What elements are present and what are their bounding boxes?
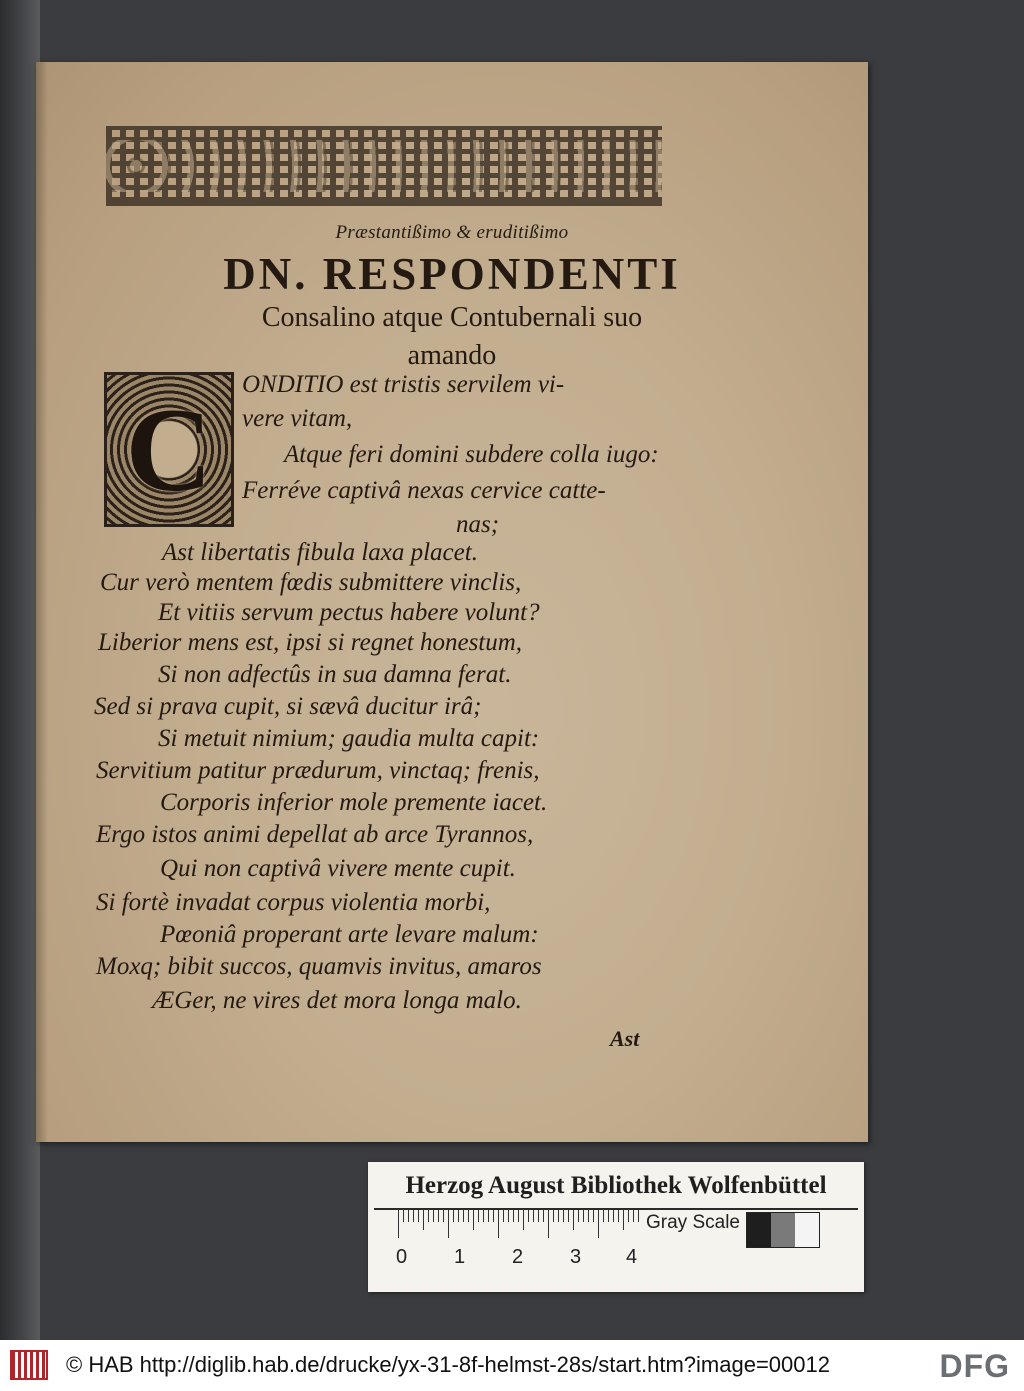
ruler-tick — [398, 1210, 399, 1238]
ruler-tick — [618, 1210, 619, 1222]
footer-url[interactable]: © HAB http://diglib.hab.de/drucke/yx-31-8f-helmst-28s/start.htm?image=00012 — [66, 1352, 830, 1377]
dfg-logo: DFG — [939, 1348, 1010, 1384]
poem-line: Corporis inferior mole premente iacet. — [160, 789, 548, 816]
ruler-tick — [448, 1210, 449, 1238]
poem-line: Et vitiis servum pectus habere volunt? — [158, 599, 540, 626]
poem-line: Ast libertatis fibula laxa placet. — [162, 539, 478, 566]
poem-line: Pœoniâ properant arte levare malum: — [160, 921, 539, 948]
ruler-number: 3 — [570, 1246, 582, 1268]
ruler-tick — [598, 1210, 599, 1238]
ruler-tick — [463, 1210, 464, 1222]
swatch-white — [795, 1213, 819, 1247]
decorated-initial — [104, 372, 234, 527]
ruler-tick — [473, 1210, 474, 1230]
poem-line: ONDITIO est tristis servilem vi- — [242, 371, 565, 398]
ruler-tick — [528, 1210, 529, 1222]
ruler-tick — [588, 1210, 589, 1222]
ruler-tick — [533, 1210, 534, 1222]
ruler-tick — [553, 1210, 554, 1222]
ruler-tick — [623, 1210, 624, 1230]
poem-line: Si fortè invadat corpus violentia morbi, — [96, 889, 491, 916]
ruler-tick — [498, 1210, 499, 1238]
ruler-number: 2 — [512, 1246, 524, 1268]
ruler-scale — [398, 1210, 638, 1240]
poem-line: Si metuit nimium; gaudia multa capit: — [158, 725, 540, 752]
poem-line: Ferréve captivâ nexas cervice catte- — [242, 477, 606, 504]
ruler-tick — [538, 1210, 539, 1222]
swatch-gray — [771, 1213, 795, 1247]
poem-line: ÆGer, ne vires det mora longa malo. — [152, 987, 522, 1014]
book-page — [36, 62, 868, 1142]
hab-logo-icon — [10, 1350, 48, 1380]
ruler-tick — [558, 1210, 559, 1222]
ruler-tick — [608, 1210, 609, 1222]
ruler-tick — [628, 1210, 629, 1222]
footer-bar — [0, 1340, 1024, 1391]
ruler-tick — [503, 1210, 504, 1222]
dedication-subtitle-2: amando — [407, 340, 497, 371]
ruler-tick — [523, 1210, 524, 1230]
initial-letter: C — [125, 382, 213, 516]
page-gutter-shadow — [36, 62, 48, 1142]
dedication-subtitle-1: Consalino atque Contubernali suo — [261, 302, 643, 333]
ruler-tick — [543, 1210, 544, 1222]
ruler-tick — [583, 1210, 584, 1222]
ruler-tick — [568, 1210, 569, 1222]
poem-line: Sed si prava cupit, si sævâ ducitur irâ; — [94, 693, 482, 720]
ruler-number: 4 — [626, 1246, 638, 1268]
library-name: Herzog August Bibliothek Wolfenbüttel — [405, 1172, 827, 1199]
ruler-number: 1 — [454, 1246, 466, 1268]
gray-scale-label: Gray Scale — [646, 1212, 740, 1233]
ruler-tick — [633, 1210, 634, 1222]
ruler-tick — [638, 1210, 639, 1222]
poem-line: nas; — [456, 511, 500, 538]
ruler-tick — [413, 1210, 414, 1222]
ruler-tick — [418, 1210, 419, 1222]
ruler-tick — [453, 1210, 454, 1222]
ruler-number: 0 — [396, 1246, 408, 1268]
ruler-tick — [493, 1210, 494, 1222]
poem-line: Moxq; bibit succos, quamvis invitus, amaros — [96, 953, 542, 980]
ruler-tick — [468, 1210, 469, 1222]
poem-line: Si non adfectûs in sua damna ferat. — [158, 661, 512, 688]
dedication-line: Præstantißimo & eruditißimo — [335, 222, 569, 243]
ruler-tick — [488, 1210, 489, 1222]
ruler-tick — [438, 1210, 439, 1222]
poem-line: Servitium patitur prædurum, vinctaq; frenis, — [96, 757, 540, 784]
ruler-tick — [603, 1210, 604, 1222]
dedication-title: DN. RESPONDENTI — [223, 249, 681, 299]
ruler-tick — [563, 1210, 564, 1222]
ruler-tick — [593, 1210, 594, 1222]
ornamental-band — [106, 126, 662, 206]
swatch-black — [747, 1213, 771, 1247]
backdrop-left — [0, 0, 40, 1340]
poem-line: Liberior mens est, ipsi si regnet honestum, — [98, 629, 523, 656]
ruler-tick — [423, 1210, 424, 1230]
ruler-tick — [518, 1210, 519, 1222]
poem-line: Ergo istos animi depellat ab arce Tyrannos, — [96, 821, 534, 848]
ruler-tick — [478, 1210, 479, 1222]
ruler-tick — [513, 1210, 514, 1222]
ruler-tick — [428, 1210, 429, 1222]
ruler-tick — [578, 1210, 579, 1222]
ruler-tick — [403, 1210, 404, 1222]
ruler-tick — [548, 1210, 549, 1238]
ruler-tick — [573, 1210, 574, 1230]
poem-line: Atque feri domini subdere colla iugo: — [284, 441, 659, 468]
ruler-tick — [443, 1210, 444, 1222]
ruler-tick — [408, 1210, 409, 1222]
gray-scale-swatches — [746, 1212, 820, 1248]
ruler-tick — [508, 1210, 509, 1222]
ruler-tick — [483, 1210, 484, 1222]
color-reference-card — [368, 1162, 864, 1292]
ruler-tick — [613, 1210, 614, 1222]
poem-line: vere vitam, — [242, 405, 353, 432]
ruler-tick — [433, 1210, 434, 1222]
poem-line: Qui non captivâ vivere mente cupit. — [160, 855, 516, 882]
poem-line: Cur verò mentem fœdis submittere vinclis, — [100, 569, 522, 596]
catchword: Ast — [610, 1026, 640, 1051]
ruler-tick — [458, 1210, 459, 1222]
